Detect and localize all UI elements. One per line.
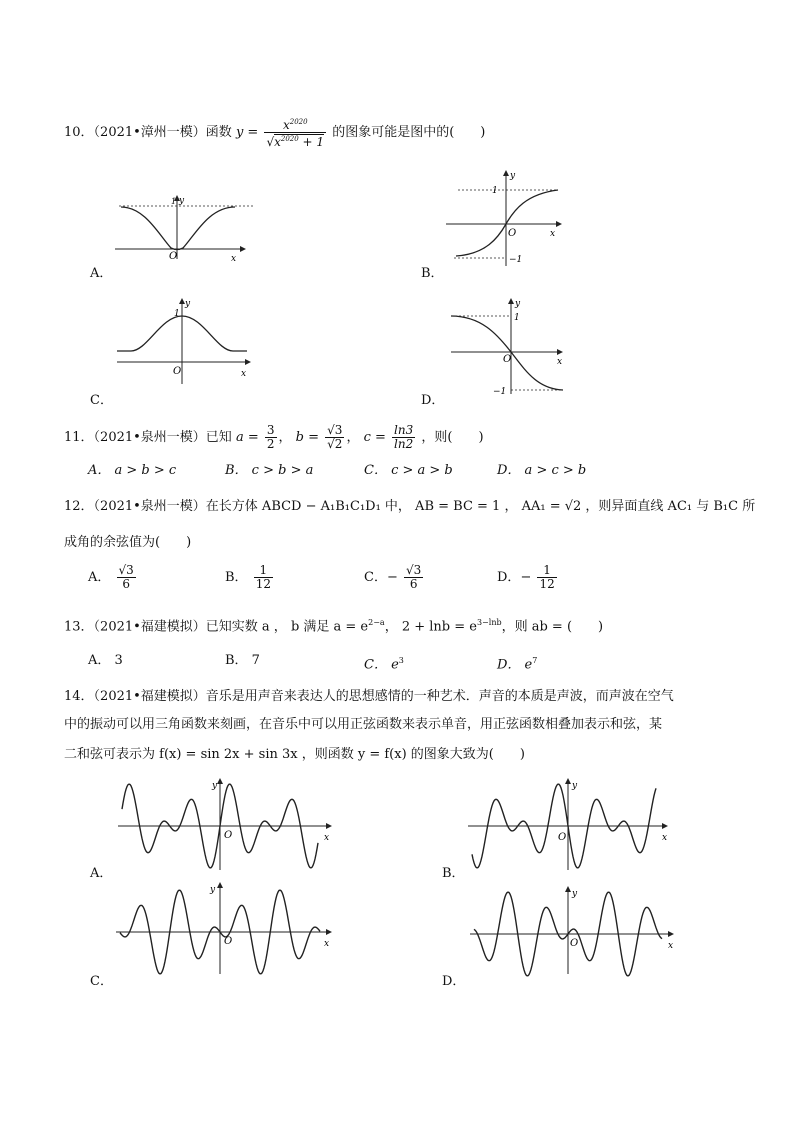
q14-label-a: A． (90, 866, 113, 881)
q14d-x-label: x (668, 941, 674, 951)
q12-option-d[interactable]: D．− $\frac{1}{12}$ (497, 563, 555, 591)
q10d-x-label: x (557, 357, 563, 367)
q14-graph-b (468, 776, 673, 872)
q10a-one: 1 (171, 197, 177, 206)
q13-stem: 13．（2021•福建模拟）已知实数 a ， b 满足 $a = e^{2-a}$， $2 + \ln b = e^{3-lnb}$，则 ab = ( ) (64, 618, 604, 635)
q10d-neg-one: −1 (493, 387, 507, 397)
q10d-origin: O (503, 354, 512, 365)
q13-option-d[interactable]: D． $e^7$ (497, 656, 538, 673)
q12-option-b[interactable]: B． $\frac{1}{12}$ (225, 563, 271, 591)
q10b-neg-one: −1 (509, 255, 523, 265)
q14b-x-label: x (662, 833, 668, 843)
q10b-x-label: x (550, 229, 556, 239)
q11-stem: 11．（2021•泉州一模）已知 a = $\frac{3}{2}$ ， b = $\frac{√3}{√2}$ ， c = $\frac{\ln 3}{\ln 2}$ ，则( ) (64, 423, 484, 451)
q10c-y-label: y (185, 299, 191, 309)
q10-graph-b (446, 168, 566, 268)
q14a-y-label: y (212, 781, 218, 791)
q13-option-b[interactable]: B． 7 (225, 653, 260, 668)
q14b-origin: O (558, 832, 567, 843)
q14-graph-a (118, 776, 338, 872)
q14a-x-label: x (324, 833, 330, 843)
q10-label-d: D． (421, 393, 445, 408)
q10a-x-label: x (231, 254, 237, 264)
q14b-y-label: y (572, 781, 578, 791)
q14-line3: 二和弦可表示为 f(x) = sin 2x + sin 3x ，则函数 y = f(x) 的图象大致为( ) (64, 747, 525, 762)
q10c-origin: O (173, 366, 182, 377)
q14c-y-label: y (210, 885, 216, 895)
q10c-one: 1 (174, 309, 180, 319)
q10b-y-label: y (510, 171, 516, 181)
q14-line2: 中的振动可以用三角函数来刻画，在音乐中可以用正弦函数来表示单音，用正弦函数相叠加表示和弦，某 (64, 717, 663, 732)
q10b-origin: O (508, 228, 517, 239)
q10d-y-label: y (515, 299, 521, 309)
q14-graph-d (470, 884, 680, 976)
q12-option-c[interactable]: C．− $\frac{√3}{6}$ (364, 563, 422, 591)
q11-option-b[interactable]: B． c > b > a (225, 463, 314, 478)
q11-option-c[interactable]: C． c > a > b (364, 463, 453, 478)
q14d-origin: O (570, 938, 579, 949)
q12-line2: 成角的余弦值为( ) (64, 535, 192, 550)
q10a-origin: O (169, 251, 178, 262)
q14-graph-c (116, 880, 338, 976)
q10-stem: 10．（2021•漳州一模）函数 y = $\frac{x^{2020}}{√x^{2020} + 1}$ 的图象可能是图中的( ) (64, 118, 486, 149)
q11-option-d[interactable]: D． a > c > b (497, 463, 587, 478)
q10b-one: 1 (492, 186, 498, 196)
q10-graph-c (117, 296, 257, 386)
q12-option-a[interactable]: A． $\frac{√3}{6}$ (88, 563, 134, 591)
q10d-one: 1 (514, 313, 520, 323)
q14-line1: 14．（2021•福建模拟）音乐是用声音来表达人的思想感情的一种艺术．声音的本质是声波，而声波在空气 (64, 689, 674, 704)
q10a-y-label: y (179, 196, 185, 206)
q13-option-a[interactable]: A． 3 (88, 653, 123, 668)
q14a-origin: O (224, 830, 233, 841)
q11-option-a[interactable]: A． a > b > c (88, 463, 177, 478)
q13-option-c[interactable]: C． $e^3$ (364, 656, 404, 673)
q10c-x-label: x (241, 369, 247, 379)
q10-label-c: C． (90, 393, 113, 408)
q14c-x-label: x (324, 939, 330, 949)
q10-graph-a (115, 193, 255, 263)
q14c-origin: O (224, 936, 233, 947)
q10-graph-d (451, 296, 571, 396)
q10-label-a: A． (90, 266, 113, 281)
q12-line1: 12．（2021•泉州一模）在长方体 ABCD − A₁B₁C₁D₁ 中， AB = BC = 1 ， AA₁ = √2 ，则异面直线 AC₁ 与 B₁C 所 (64, 499, 756, 514)
q14-label-b: B． (442, 866, 465, 881)
q10-fraction: $\frac{x^{2020}}{√x^{2020} + 1}$ (266, 118, 325, 149)
q14-label-c: C． (90, 974, 113, 989)
q14d-y-label: y (572, 889, 578, 899)
q14-label-d: D． (442, 974, 466, 989)
q10-label-b: B． (421, 266, 444, 281)
